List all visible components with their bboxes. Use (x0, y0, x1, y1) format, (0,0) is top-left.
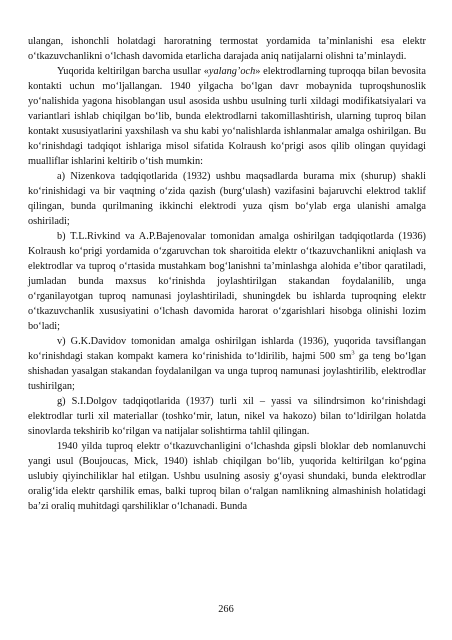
text-run: Yuqorida keltirilgan barcha usullar « (57, 66, 209, 78)
paragraph-gypsum-blocks: 1940 yilda tuproq elektr o‘tkazuvchanligini o‘lchashda gipsli bloklar deb nomlanuvchi yangi usul (Boujoucas, Mick, 1940) ishlab chiqilgan bo‘lib, yuqorida keltirilgan ko‘pgina uslubiy qiyinchiliklar hal etilgan. Ushbu usulning asosiy g‘oyasi shundaki, bunda elektrodlar oralig‘ida elektr qarshilik emas, balki tuproq bilan o‘ralgan namlikning almashinish holatidagi ba’zi oraliq muhitdagi qarshiliklar o‘lchanadi. Bunda (28, 441, 426, 513)
emphasized-term: yalang’och (208, 66, 256, 78)
list-item-g: g) S.I.Dolgov tadqiqotlarida (1937) turli xil – yassi va silindrsimon ko‘rinishdagi elektrodlar turli xil materiallar (toshko‘mir, latun, nikel va hakozo) bilan to‘ldirilgan holatda sinovlarda tekshirib ko‘rilgan va natijalar solishtirma tahlil qilingan. (28, 396, 426, 438)
list-item-a: a) Nizenkova tadqiqotlarida (1932) ushbu maqsadlarda burama mix (shurup) shakli ko‘rinishidagi va bir vaqtning o‘zida qazish (burg‘ulash) vazifasini bajaruvchi elektrod taklif qilingan, bunda qurilmaning ikkinchi elektrodi yuza qism bo‘ylab erga ulanishi amalga oshiriladi; (28, 171, 426, 228)
paragraph-continuation: ulangan, ishonchli holatdagi haroratning termostat yordamida ta’minlanishi esa elektr o‘tkazuvchanlikni o‘lchash davomida etarlicha darajada aniq natijalarni olishni ta’minlaydi. (28, 36, 426, 63)
text-run: v) G.K.Davidov tomonidan amalga oshirilgan ishlarda (1936), yuqorida tavsiflangan ko‘rinishdagi stakan kompakt kamera ko‘rinishida to‘ldirilib, hajmi 500 sm (28, 336, 426, 363)
list-item-b: b) T.L.Rivkind va A.P.Bajenovalar tomonidan amalga oshirilgan tadqiqotlarda (1936) Kolraush ko‘prigi yordamida o‘zgaruvchan tok sharoitida elektr o‘tkazuvchanlikni aniqlash va elektrodlar va tuproq o‘rtasida mustahkam bog‘lanishni ta’minlashga alohida e’tibor qaratiladi, jumladan bunda maxsus ko‘rinishda joylashtirilgan stakandan foydalanilib, unga o‘rganilayotgan tuproq namunasi joylashtiriladi, shuningdek bu ishlarda tuproqning elektr o‘tkazuvchanlik xususiyatini o‘lchash davomida harorat o‘zgarishlari hisobga olinishi lozim bo‘ladi; (28, 231, 426, 333)
text-run: » elektrodlarning tuproqqa bilan bevosita kontakti uchun mo‘ljallangan. 1940 yilgacha bo‘lgan davr mobaynida tuproqshunoslik yo‘nalishida yagona hisoblangan usul asosida ushbu usulning turli xildagi modifikatsiyalari va variantlari ishlab chiqilgan bo‘lib, bunda elektrodlarni takomillashtirish, ularning tuproq bilan kontakt xususiyatlarini yaxshilash va shu kabi yo‘nalishlarda ishlanmalar amalga oshirilgan. Bu ko‘rinishdagi tadqiqot ishlariga misol sifatida Kolraush ko‘prigi asos qilib olingan quyidagi mualliflar ishlarini keltirib o‘tish mumkin: (28, 66, 426, 168)
page-number: 266 (218, 604, 234, 615)
superscript: 3 (351, 349, 355, 357)
text-run: ga teng bo‘lgan shishadan yasalgan stakandan foydalanilgan va unga tuproq namunasi joylashtirilib, elektrodlar tushirilgan; (28, 351, 427, 393)
list-item-v (28, 334, 426, 394)
document-page (28, 34, 426, 515)
paragraph-methods-overview (28, 64, 426, 169)
